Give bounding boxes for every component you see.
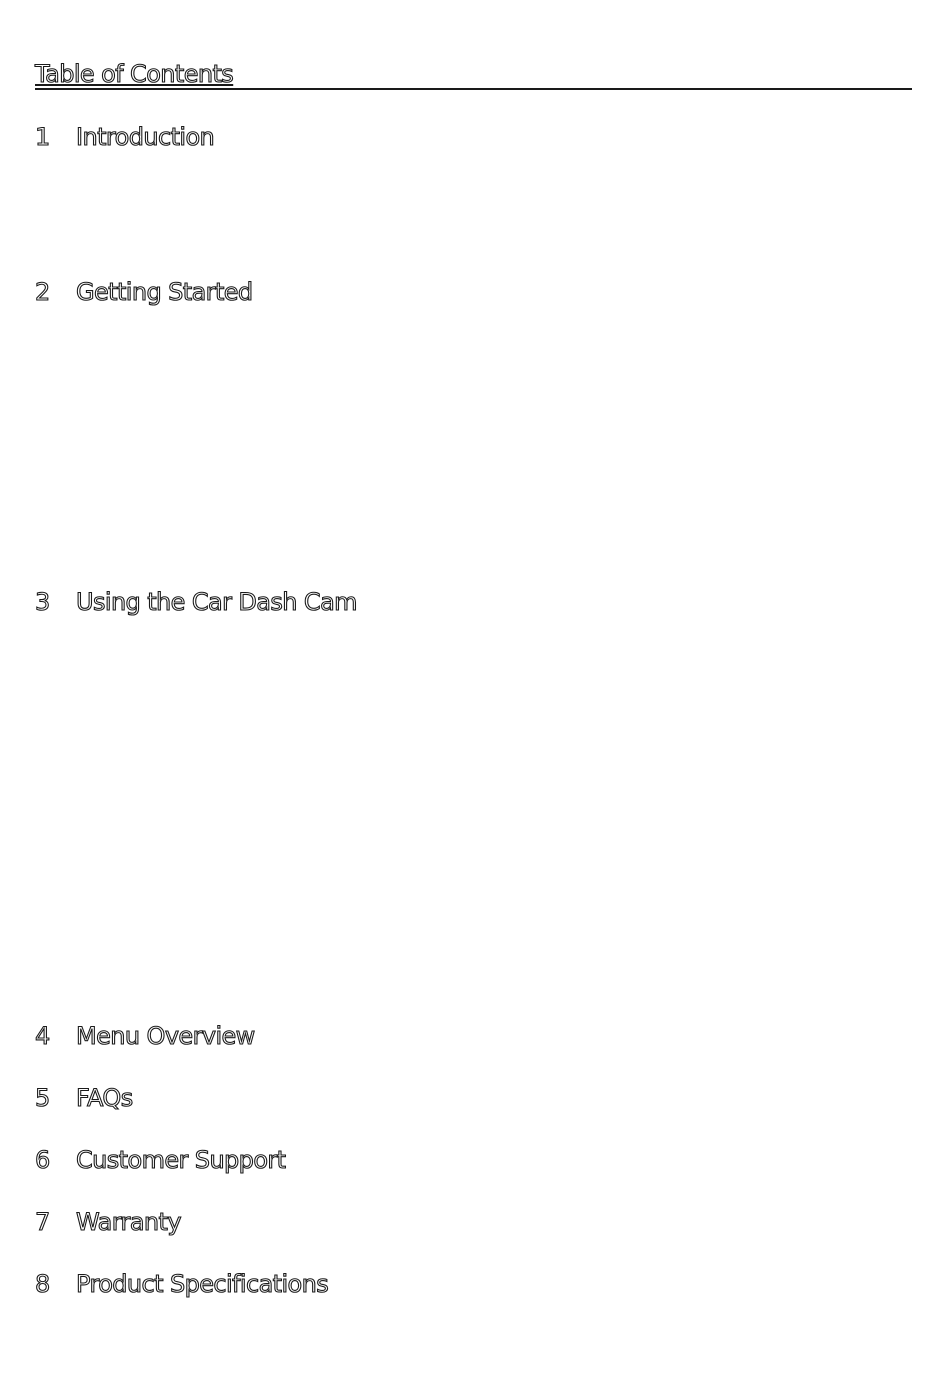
toc-entry-number: 2 xyxy=(35,278,50,306)
toc-entry-number: 8 xyxy=(35,1270,50,1298)
toc-entry-number: 4 xyxy=(35,1022,50,1050)
toc-entry-label: FAQs xyxy=(76,1084,133,1112)
toc-entry-introduction[interactable] xyxy=(35,121,635,153)
toc-entry-label: Getting Started xyxy=(76,278,253,306)
toc-title: Table of Contents xyxy=(35,60,234,88)
toc-entry-label: Introduction xyxy=(76,123,215,151)
toc-entry-warranty[interactable] xyxy=(35,1206,635,1238)
toc-entry-faqs[interactable] xyxy=(35,1082,635,1114)
toc-entry-product-specifications[interactable] xyxy=(35,1268,635,1300)
toc-entry-getting-started[interactable] xyxy=(35,276,635,308)
toc-entry-label: Product Specifications xyxy=(76,1270,329,1298)
toc-entry-using-dash-cam[interactable] xyxy=(35,586,635,618)
toc-entry-number: 3 xyxy=(35,588,50,616)
toc-entry-number: 7 xyxy=(35,1208,50,1236)
toc-entry-number: 6 xyxy=(35,1146,50,1174)
toc-entry-label: Menu Overview xyxy=(76,1022,255,1050)
toc-entry-menu-overview[interactable] xyxy=(35,1020,635,1052)
toc-header xyxy=(35,58,912,90)
toc-entry-number: 5 xyxy=(35,1084,50,1112)
toc-entry-label: Using the Car Dash Cam xyxy=(76,588,357,616)
toc-entry-label: Customer Support xyxy=(76,1146,286,1174)
toc-entry-number: 1 xyxy=(35,123,50,151)
toc-entry-label: Warranty xyxy=(76,1208,181,1236)
toc-entry-customer-support[interactable] xyxy=(35,1144,635,1176)
